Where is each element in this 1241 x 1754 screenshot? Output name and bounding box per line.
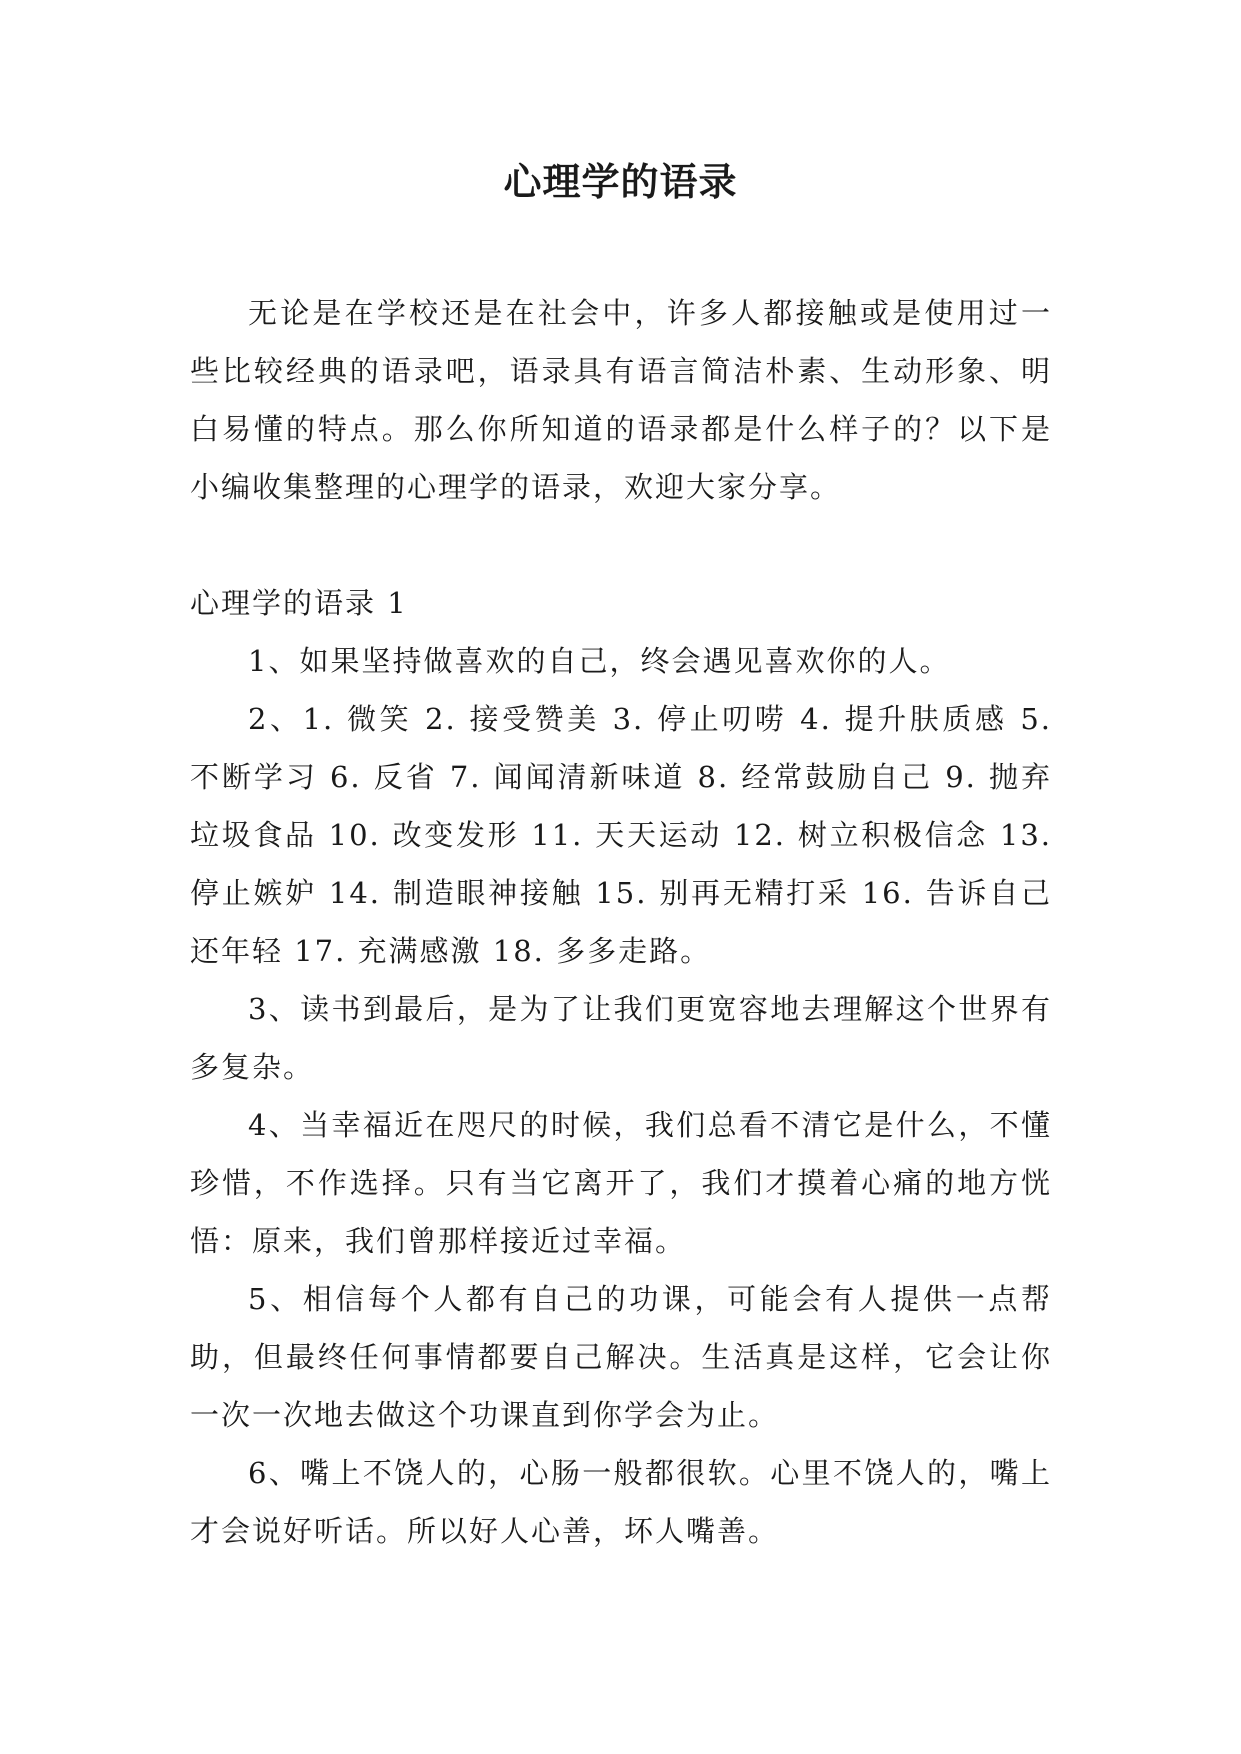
document-title: 心理学的语录: [503, 159, 738, 204]
quote-paragraph: 5、相信每个人都有自己的功课，可能会有人提供一点帮助，但最终任何事情都要自己解决。生活真是这样，它会让你一次一次地去做这个功课直到你学会为止。: [190, 1282, 1052, 1432]
quote-paragraph: 6、嘴上不饶人的，心肠一般都很软。心里不饶人的，嘴上才会说好听话。所以好人心善，坏人嘴善。: [190, 1456, 1052, 1548]
intro-paragraph: 无论是在学校还是在社会中，许多人都接触或是使用过一些比较经典的语录吧，语录具有语言简洁朴素、生动形象、明白易懂的特点。那么你所知道的语录都是什么样子的？以下是小编收集整理的心理学的语录，欢迎大家分享。: [190, 296, 1052, 504]
quote-paragraph: 3、读书到最后，是为了让我们更宽容地去理解这个世界有多复杂。: [190, 992, 1052, 1084]
quote-paragraph: 2、1. 微笑 2. 接受赞美 3. 停止叨唠 4. 提升肤质感 5. 不断学习 6. 反省 7. 闻闻清新味道 8. 经常鼓励自己 9. 抛弃垃圾食品 10. 改变发形 11. 天天运动 12. 树立积极信念 13. 停止嫉妒 14. 制造眼神接触 15. 别再无精打采 16. 告诉自己还年轻 17. 充满感激 18. 多多走路。: [190, 702, 1052, 968]
document-body: [190, 284, 1052, 1560]
quote-paragraph: 1、如果坚持做喜欢的自己，终会遇见喜欢你的人。: [248, 644, 951, 678]
section-heading: 心理学的语录 1: [190, 586, 408, 620]
quote-paragraph: 4、当幸福近在咫尺的时候，我们总看不清它是什么，不懂珍惜，不作选择。只有当它离开了，我们才摸着心痛的地方恍悟：原来，我们曾那样接近过幸福。: [190, 1108, 1052, 1258]
